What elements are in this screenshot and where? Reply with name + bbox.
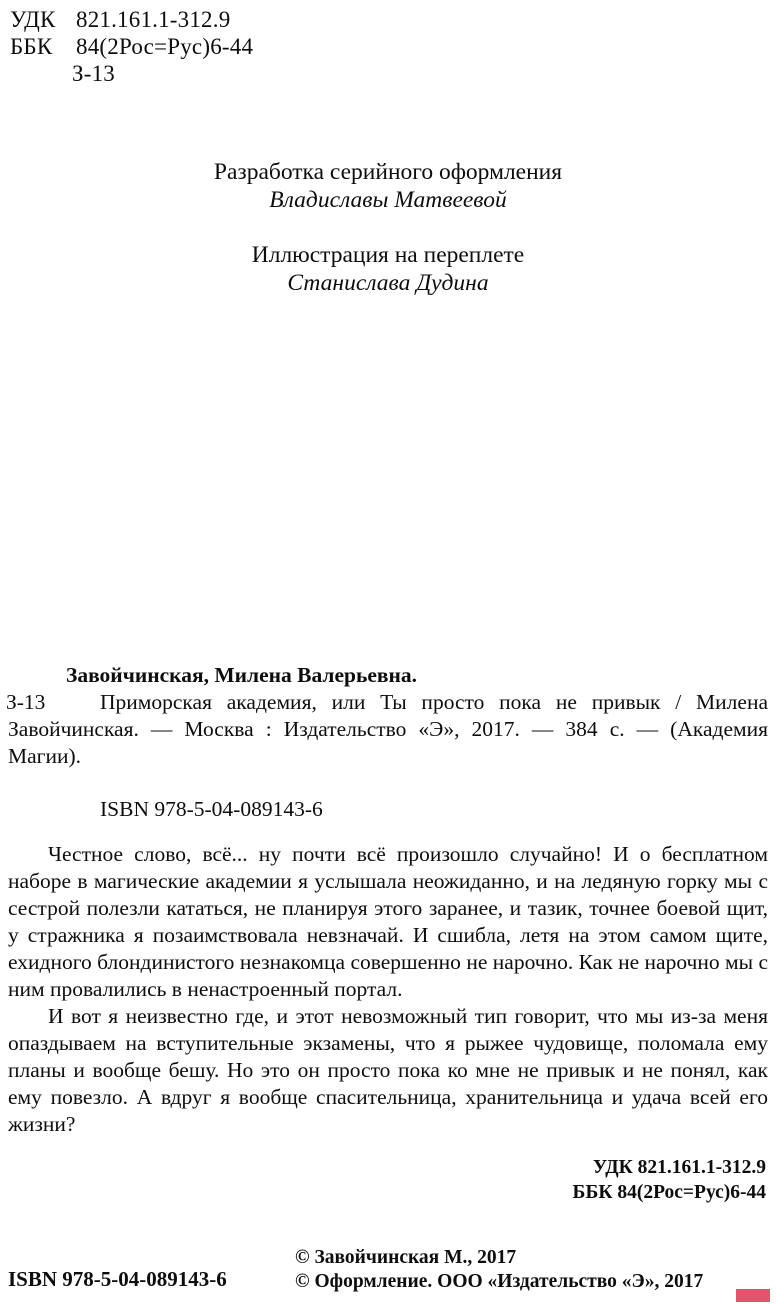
cover-illustration-credit-title: Иллюстрация на переплете <box>251 242 525 268</box>
isbn-line: ISBN 978-5-04-089143-6 <box>100 797 323 821</box>
copyright-block <box>295 1246 703 1294</box>
catalog-entry: Приморская академия, или Ты просто пока не привык / Милена Завойчинская. — Москва : Издательство «Э», 2017. — 384 с. — (Академия Магии). <box>8 690 768 768</box>
annotation-paragraph-2: И вот я неизвестно где, и этот невозможный тип говорит, что мы из-за меня опаздываем на вступительные экзамены, что я рыжее чудовище, поломала ему планы и вообще бешу. Но это он просто пока ко мне не привык и не понял, как ему повезло. А вдруг я вообще спасительница, хранительница и удача всей его жизни? <box>8 1004 768 1136</box>
cover-illustration-credit-name: Станислава Дудина <box>287 270 489 296</box>
classification-block <box>10 6 253 87</box>
bbk-label: ББК <box>10 34 53 59</box>
red-stamp-artifact <box>736 1289 770 1302</box>
right-bbk-line: ББК 84(2Рос=Рус)6-44 <box>572 1182 766 1203</box>
series-design-credit-title: Разработка серийного оформления <box>213 159 563 185</box>
catalog-card <box>0 662 776 1138</box>
annotation-block <box>0 841 776 1138</box>
author-heading: Завойчинская, Милена Валерьевна. <box>66 663 418 687</box>
udk-label: УДК <box>10 7 56 32</box>
right-classification-block <box>573 1155 766 1205</box>
bbk-line <box>10 33 253 60</box>
udk-line <box>10 6 253 33</box>
copyright-design-line: © Оформление. ООО «Издательство «Э», 2017 <box>295 1271 704 1292</box>
annotation-paragraph-1: Честное слово, всё... ну почти всё произошло случайно! И о бесплатном наборе в магические академии я услышала неожиданно, и на ледяную горку мы с сестрой полезли кататься, не планируя этого заранее, и тазик, точнее боевой щит, у стражника я позаимствовала невзначай. И сшибла, летя на этом самом щите, ехидного блондинистого незнакомца совершенно не нарочно. Как не нарочно мы с ним провалились в ненастроенный портал. <box>8 842 768 1001</box>
credits-spacer <box>0 214 776 241</box>
series-design-credit-name: Владиславы Матвеевой <box>269 187 507 213</box>
copyright-author-line: © Завойчинская М., 2017 <box>295 1247 517 1268</box>
credits-block <box>0 158 776 297</box>
right-udk-line: УДК 821.161.1-312.9 <box>592 1157 766 1178</box>
udk-value: 821.161.1-312.9 <box>76 7 231 32</box>
footer-isbn: ISBN 978-5-04-089143-6 <box>8 1267 227 1291</box>
bbk-value: 84(2Рос=Рус)6-44 <box>76 34 254 59</box>
margin-author-code: З-13 <box>6 690 46 714</box>
catalog-entry-row <box>0 689 776 770</box>
author-code: З-13 <box>72 61 115 86</box>
